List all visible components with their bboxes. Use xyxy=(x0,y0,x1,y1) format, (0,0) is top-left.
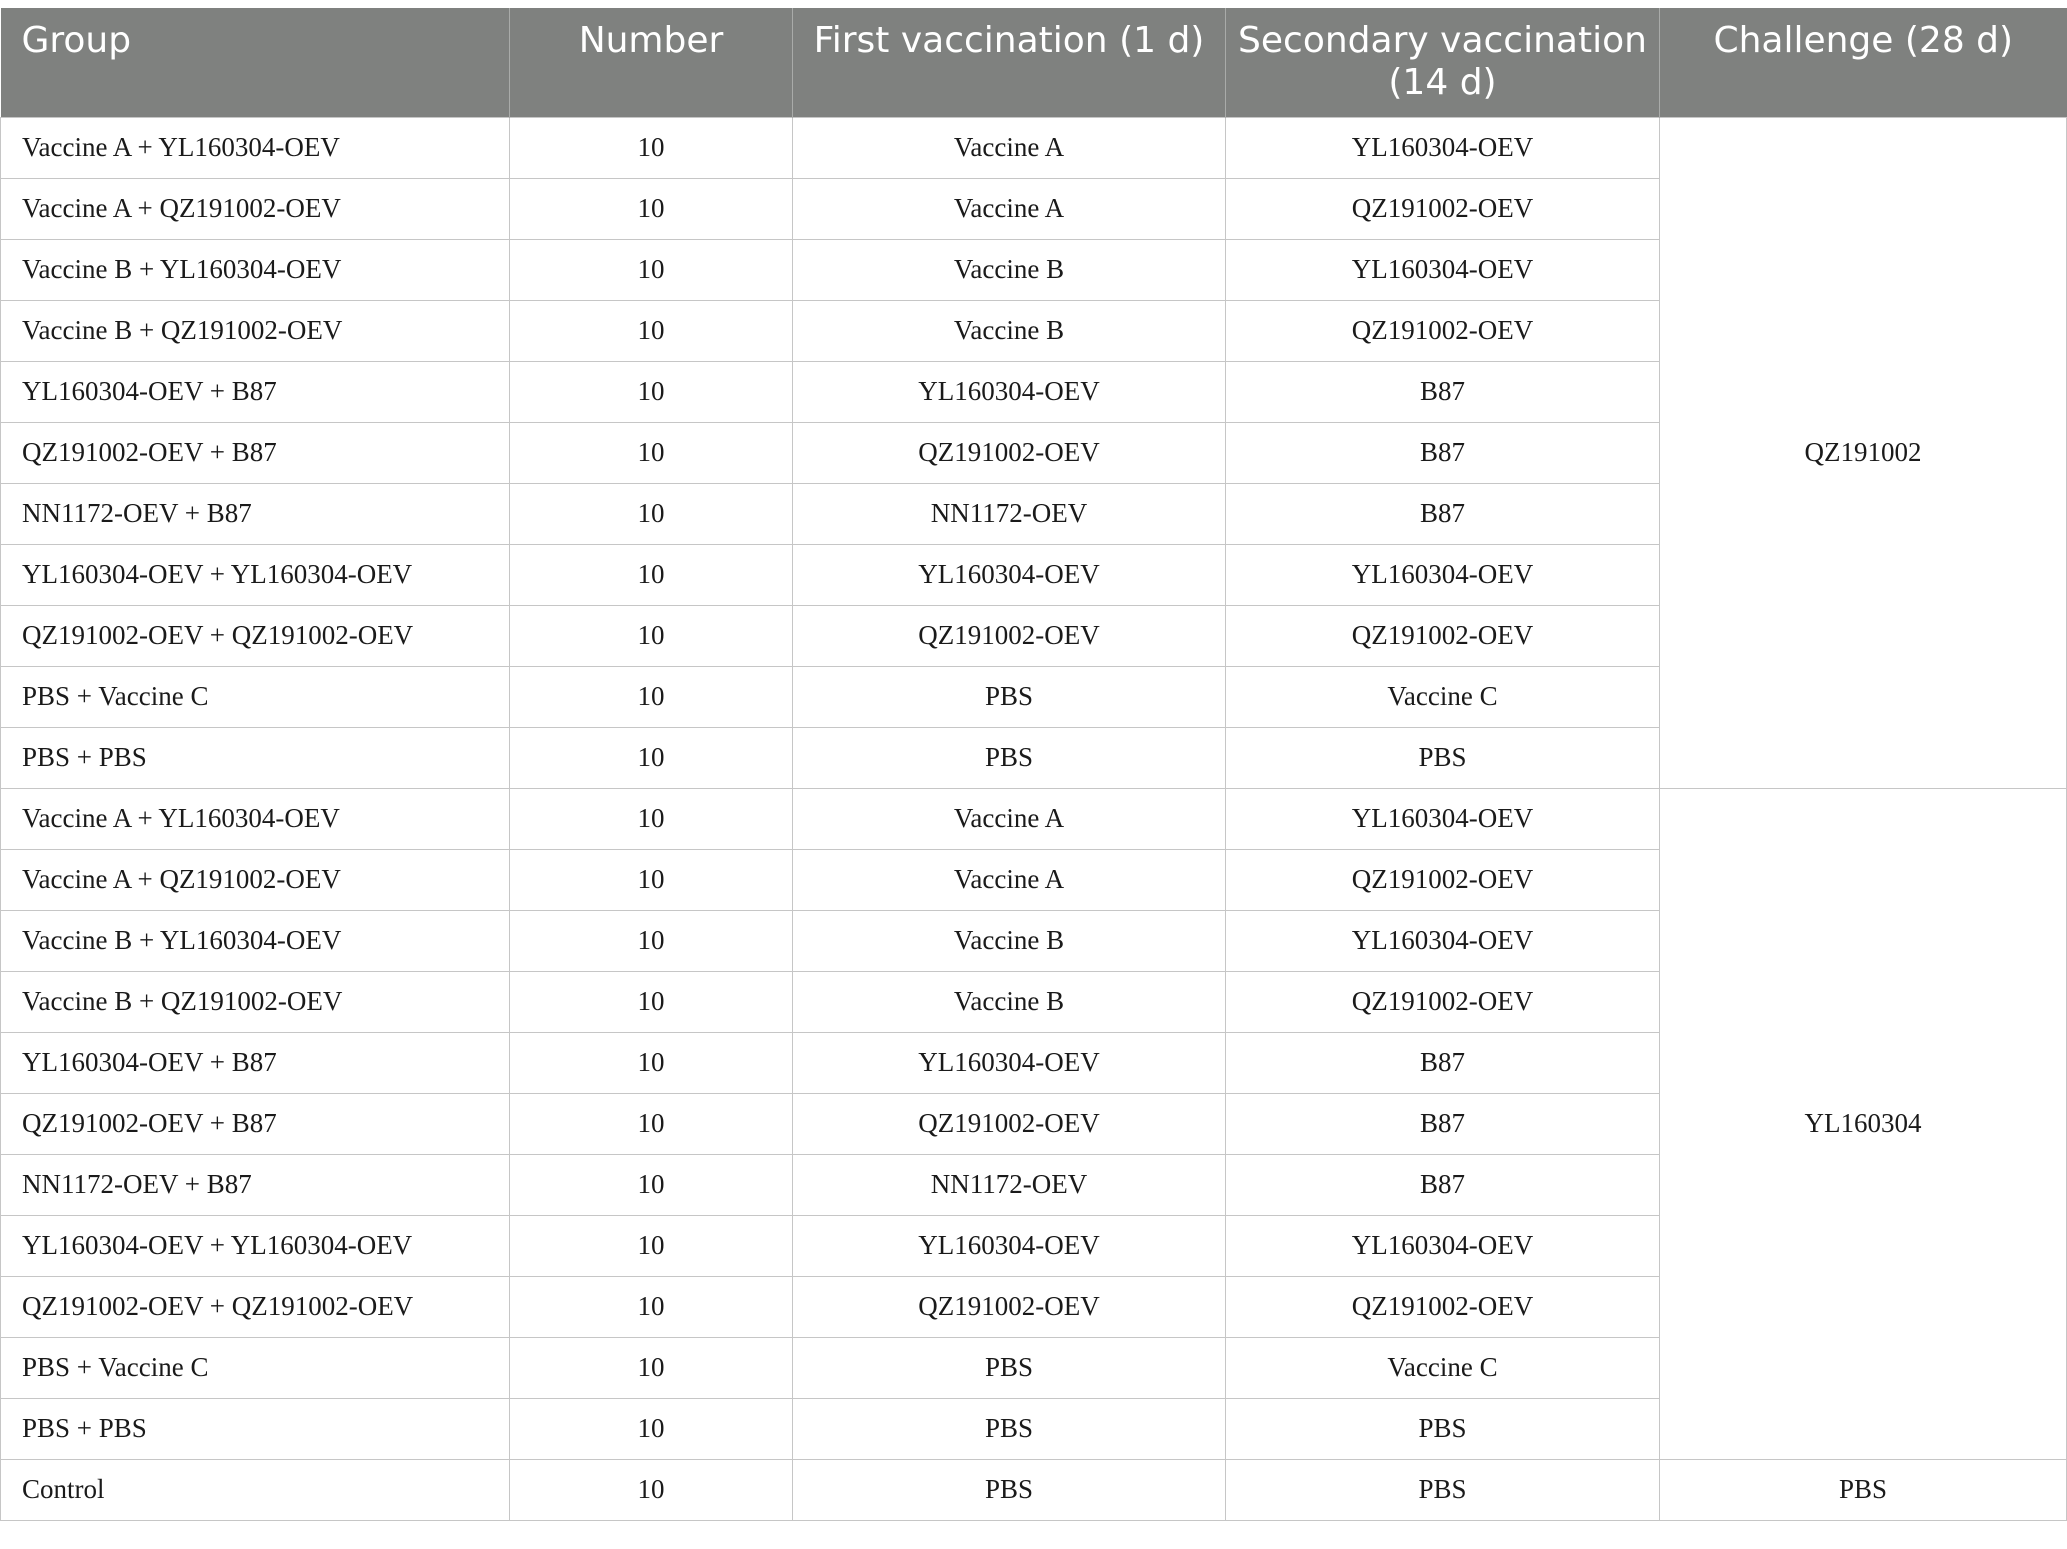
cell-group: Vaccine B + QZ191002-OEV xyxy=(1,300,510,361)
cell-group: PBS + Vaccine C xyxy=(1,666,510,727)
cell-secondary-vaccination: QZ191002-OEV xyxy=(1226,971,1660,1032)
cell-secondary-vaccination: B87 xyxy=(1226,1032,1660,1093)
cell-group: NN1172-OEV + B87 xyxy=(1,483,510,544)
cell-first-vaccination: PBS xyxy=(793,727,1226,788)
cell-number: 10 xyxy=(510,788,793,849)
cell-secondary-vaccination: YL160304-OEV xyxy=(1226,239,1660,300)
cell-secondary-vaccination: B87 xyxy=(1226,1093,1660,1154)
cell-first-vaccination: Vaccine B xyxy=(793,300,1226,361)
cell-group: Vaccine B + YL160304-OEV xyxy=(1,239,510,300)
cell-secondary-vaccination: QZ191002-OEV xyxy=(1226,605,1660,666)
cell-secondary-vaccination: PBS xyxy=(1226,1398,1660,1459)
cell-number: 10 xyxy=(510,605,793,666)
cell-first-vaccination: PBS xyxy=(793,1459,1226,1520)
cell-group: Vaccine A + YL160304-OEV xyxy=(1,788,510,849)
cell-first-vaccination: Vaccine A xyxy=(793,849,1226,910)
cell-number: 10 xyxy=(510,1093,793,1154)
cell-first-vaccination: PBS xyxy=(793,1398,1226,1459)
cell-group: Vaccine A + QZ191002-OEV xyxy=(1,178,510,239)
cell-number: 10 xyxy=(510,300,793,361)
cell-group: QZ191002-OEV + B87 xyxy=(1,1093,510,1154)
cell-number: 10 xyxy=(510,727,793,788)
header-group: Group xyxy=(1,8,510,117)
cell-first-vaccination: Vaccine A xyxy=(793,788,1226,849)
cell-number: 10 xyxy=(510,1032,793,1093)
cell-secondary-vaccination: PBS xyxy=(1226,1459,1660,1520)
cell-number: 10 xyxy=(510,1276,793,1337)
header-number: Number xyxy=(510,8,793,117)
cell-secondary-vaccination: Vaccine C xyxy=(1226,1337,1660,1398)
cell-group: Vaccine B + YL160304-OEV xyxy=(1,910,510,971)
cell-group: Vaccine B + QZ191002-OEV xyxy=(1,971,510,1032)
cell-number: 10 xyxy=(510,1459,793,1520)
cell-challenge: PBS xyxy=(1660,1459,2067,1520)
header-challenge: Challenge (28 d) xyxy=(1660,8,2067,117)
cell-secondary-vaccination: YL160304-OEV xyxy=(1226,544,1660,605)
cell-secondary-vaccination: Vaccine C xyxy=(1226,666,1660,727)
cell-secondary-vaccination: QZ191002-OEV xyxy=(1226,849,1660,910)
cell-first-vaccination: Vaccine B xyxy=(793,971,1226,1032)
cell-group: Control xyxy=(1,1459,510,1520)
cell-secondary-vaccination: QZ191002-OEV xyxy=(1226,1276,1660,1337)
cell-first-vaccination: QZ191002-OEV xyxy=(793,1276,1226,1337)
cell-number: 10 xyxy=(510,1398,793,1459)
cell-secondary-vaccination: B87 xyxy=(1226,361,1660,422)
cell-number: 10 xyxy=(510,1215,793,1276)
cell-first-vaccination: Vaccine B xyxy=(793,239,1226,300)
cell-secondary-vaccination: B87 xyxy=(1226,422,1660,483)
cell-first-vaccination: QZ191002-OEV xyxy=(793,422,1226,483)
cell-secondary-vaccination: YL160304-OEV xyxy=(1226,1215,1660,1276)
cell-secondary-vaccination: B87 xyxy=(1226,483,1660,544)
cell-number: 10 xyxy=(510,971,793,1032)
cell-secondary-vaccination: QZ191002-OEV xyxy=(1226,300,1660,361)
cell-first-vaccination: Vaccine A xyxy=(793,178,1226,239)
cell-first-vaccination: PBS xyxy=(793,1337,1226,1398)
cell-number: 10 xyxy=(510,910,793,971)
cell-first-vaccination: PBS xyxy=(793,666,1226,727)
cell-first-vaccination: Vaccine B xyxy=(793,910,1226,971)
table-row xyxy=(1,117,2067,178)
cell-secondary-vaccination: PBS xyxy=(1226,727,1660,788)
cell-secondary-vaccination: YL160304-OEV xyxy=(1226,117,1660,178)
cell-secondary-vaccination: YL160304-OEV xyxy=(1226,788,1660,849)
cell-first-vaccination: QZ191002-OEV xyxy=(793,605,1226,666)
cell-number: 10 xyxy=(510,239,793,300)
header-first-vaccination: First vaccination (1 d) xyxy=(793,8,1226,117)
cell-challenge: YL160304 xyxy=(1660,788,2067,1459)
cell-group: QZ191002-OEV + QZ191002-OEV xyxy=(1,1276,510,1337)
cell-first-vaccination: YL160304-OEV xyxy=(793,544,1226,605)
cell-group: YL160304-OEV + YL160304-OEV xyxy=(1,1215,510,1276)
cell-number: 10 xyxy=(510,361,793,422)
table-row xyxy=(1,788,2067,849)
cell-group: Vaccine A + YL160304-OEV xyxy=(1,117,510,178)
table-body xyxy=(1,117,2067,1520)
cell-number: 10 xyxy=(510,422,793,483)
cell-first-vaccination: Vaccine A xyxy=(793,117,1226,178)
cell-group: PBS + Vaccine C xyxy=(1,1337,510,1398)
cell-first-vaccination: NN1172-OEV xyxy=(793,483,1226,544)
cell-group: QZ191002-OEV + B87 xyxy=(1,422,510,483)
cell-group: YL160304-OEV + B87 xyxy=(1,361,510,422)
header-secondary-vaccination: Secondary vaccination (14 d) xyxy=(1226,8,1660,117)
cell-number: 10 xyxy=(510,544,793,605)
cell-number: 10 xyxy=(510,849,793,910)
cell-secondary-vaccination: B87 xyxy=(1226,1154,1660,1215)
cell-first-vaccination: YL160304-OEV xyxy=(793,1215,1226,1276)
cell-group: YL160304-OEV + YL160304-OEV xyxy=(1,544,510,605)
cell-first-vaccination: YL160304-OEV xyxy=(793,361,1226,422)
cell-first-vaccination: NN1172-OEV xyxy=(793,1154,1226,1215)
cell-secondary-vaccination: QZ191002-OEV xyxy=(1226,178,1660,239)
header-row xyxy=(1,8,2067,117)
cell-group: PBS + PBS xyxy=(1,727,510,788)
cell-group: Vaccine A + QZ191002-OEV xyxy=(1,849,510,910)
vaccination-table xyxy=(0,8,2067,1521)
cell-number: 10 xyxy=(510,117,793,178)
cell-first-vaccination: QZ191002-OEV xyxy=(793,1093,1226,1154)
cell-number: 10 xyxy=(510,1337,793,1398)
cell-group: QZ191002-OEV + QZ191002-OEV xyxy=(1,605,510,666)
cell-number: 10 xyxy=(510,666,793,727)
cell-first-vaccination: YL160304-OEV xyxy=(793,1032,1226,1093)
cell-secondary-vaccination: YL160304-OEV xyxy=(1226,910,1660,971)
cell-group: NN1172-OEV + B87 xyxy=(1,1154,510,1215)
cell-challenge: QZ191002 xyxy=(1660,117,2067,788)
cell-number: 10 xyxy=(510,483,793,544)
cell-number: 10 xyxy=(510,1154,793,1215)
cell-group: YL160304-OEV + B87 xyxy=(1,1032,510,1093)
cell-group: PBS + PBS xyxy=(1,1398,510,1459)
cell-number: 10 xyxy=(510,178,793,239)
table-row xyxy=(1,1459,2067,1520)
